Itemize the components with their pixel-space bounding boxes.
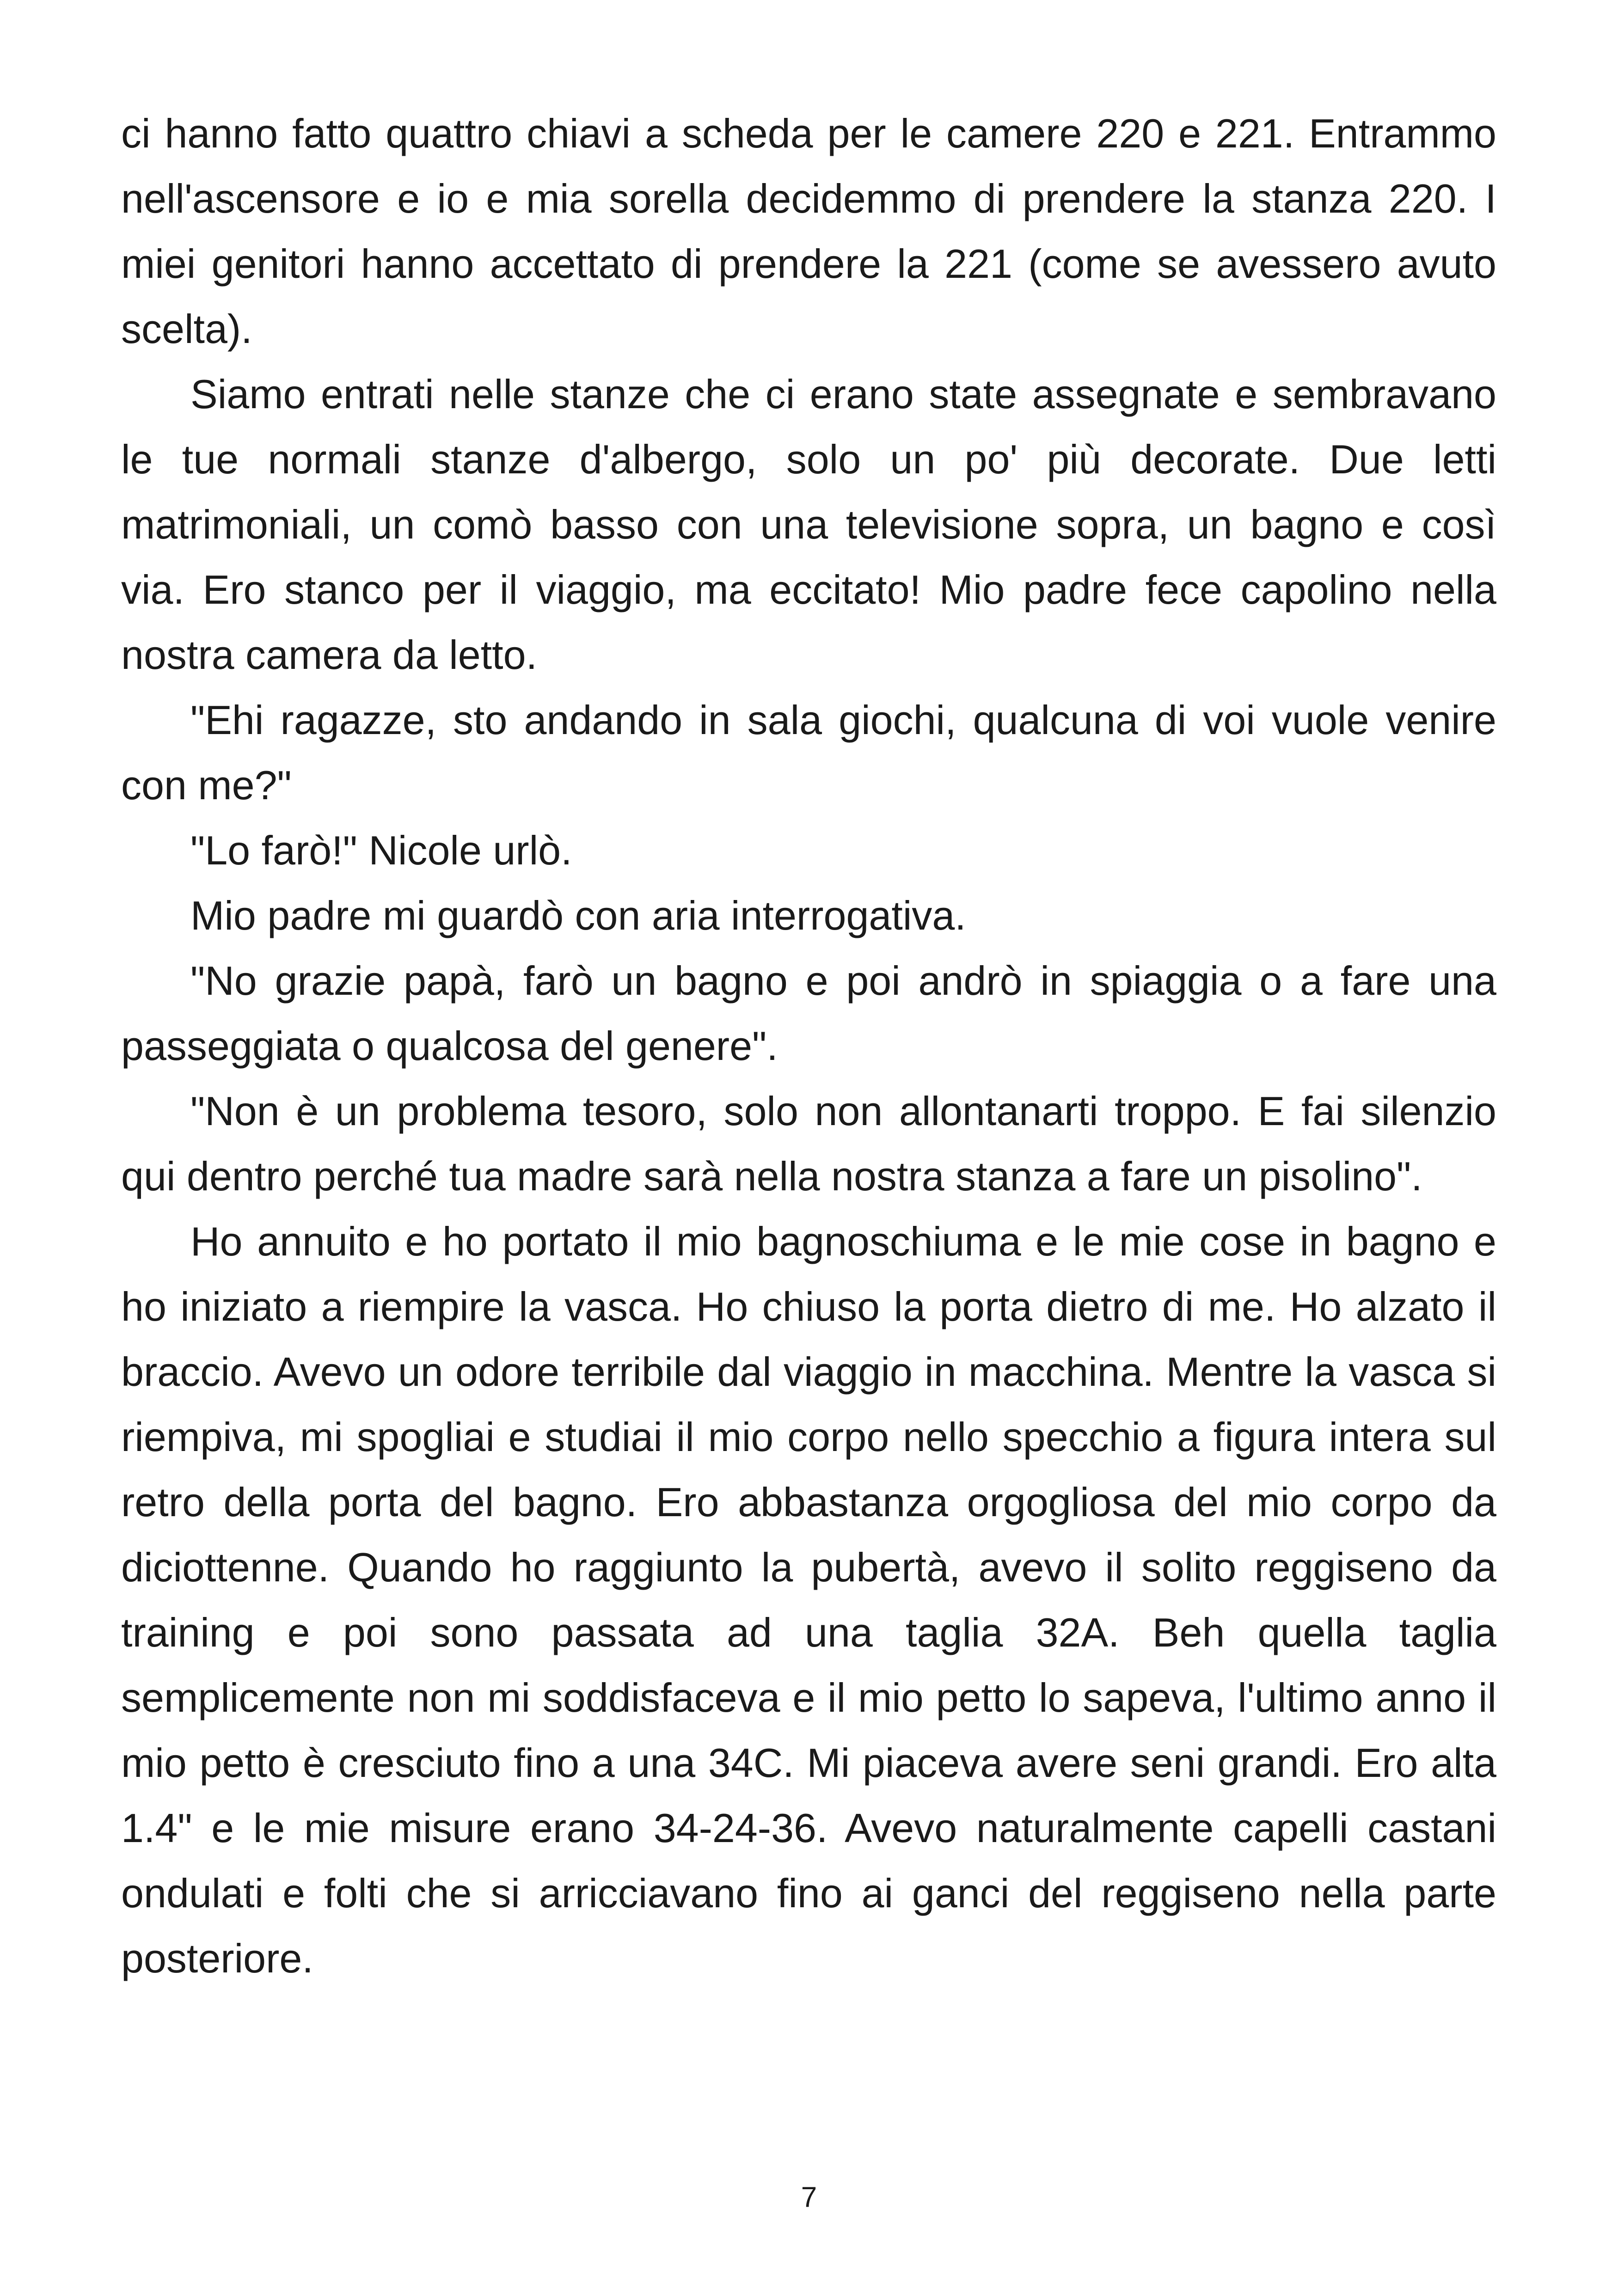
paragraph-6: "No grazie papà, farò un bagno e poi andrò in spiaggia o a fare una passeggiata o qualcosa del genere". [121, 958, 1496, 1069]
paragraph-5: Mio padre mi guardò con aria interrogativa. [190, 893, 966, 938]
paragraph-7: "Non è un problema tesoro, solo non allontanarti troppo. E fai silenzio qui dentro perché tua madre sarà nella nostra stanza a fare un pisolino". [121, 1088, 1496, 1199]
paragraph-3: "Ehi ragazze, sto andando in sala giochi, qualcuna di voi vuole venire con me?" [121, 697, 1496, 808]
paragraph-4: "Lo farò!" Nicole urlò. [190, 827, 572, 873]
paragraph-1: ci hanno fatto quattro chiavi a scheda per le camere 220 e 221. Entrammo nell'ascensore e io e mia sorella decidemmo di prendere la stanza 220. I miei genitori hanno accettato di prendere la 221 (come se avessero avuto scelta). [121, 110, 1496, 352]
body-text [121, 101, 1496, 1991]
paragraph-2: Siamo entrati nelle stanze che ci erano state assegnate e sembravano le tue normali stanze d'albergo, solo un po' più decorate. Due letti matrimoniali, un comò basso con una televisione sopra, un bagno e così via. Ero stanco per il viaggio, ma eccitato! Mio padre fece capolino nella nostra camera da letto. [121, 371, 1496, 678]
page-number: 7 [801, 2181, 817, 2213]
paragraph-8: Ho annuito e ho portato il mio bagnoschiuma e le mie cose in bagno e ho iniziato a riempire la vasca. Ho chiuso la porta dietro di me. Ho alzato il braccio. Avevo un odore terribile dal viaggio in macchina. Mentre la vasca si riempiva, mi spogliai e studiai il mio corpo nello specchio a figura intera sul retro della porta del bagno. Ero abbastanza orgogliosa del mio corpo da diciottenne. Quando ho raggiunto la pubertà, avevo il solito reggiseno da training e poi sono passata ad una taglia 32A. Beh quella taglia semplicemente non mi soddisfaceva e il mio petto lo sapeva, l'ultimo anno il mio petto è cresciuto fino a una 34C. Mi piaceva avere seni grandi. Ero alta 1.4" e le mie misure erano 34-24-36. Avevo naturalmente capelli castani ondulati e folti che si arricciavano fino ai ganci del reggiseno nella parte posteriore. [121, 1218, 1496, 1981]
